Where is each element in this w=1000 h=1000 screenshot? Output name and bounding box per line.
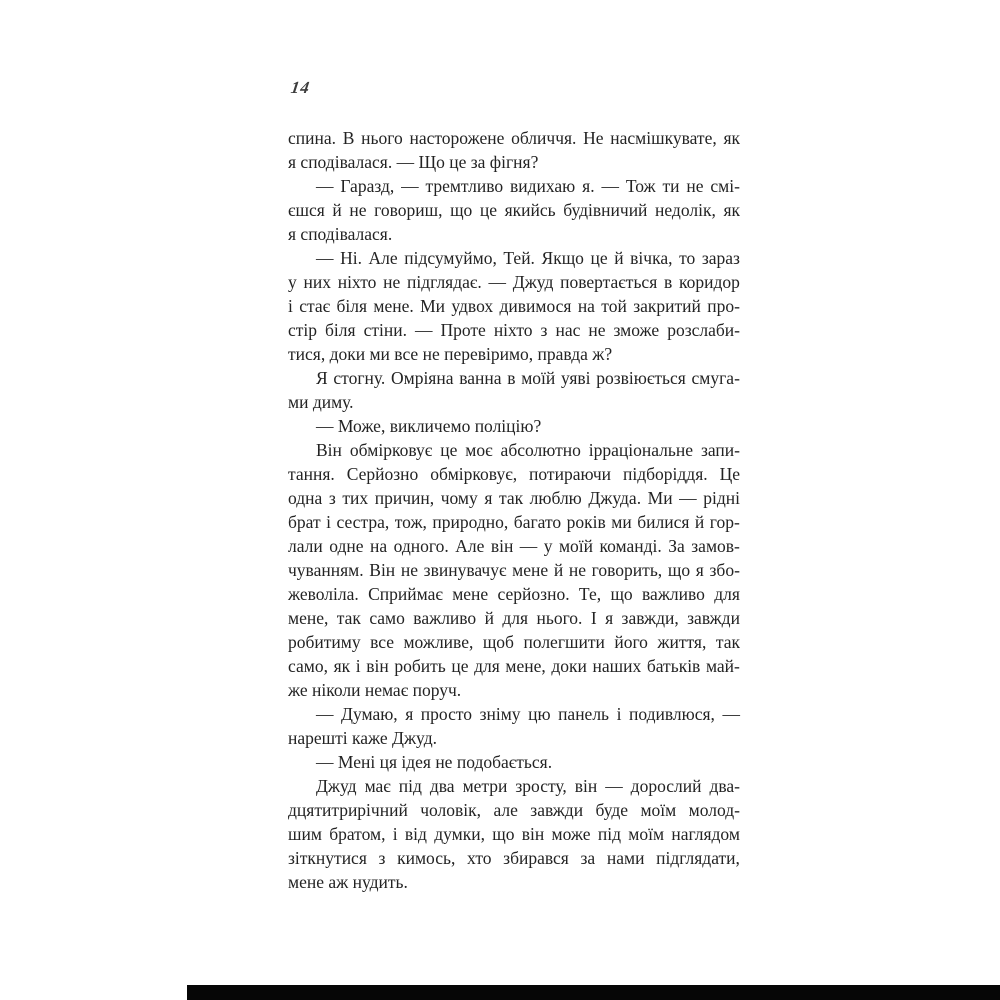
text-line: мене, так само важливо й для нього. І я завжди, завжди [288,608,740,628]
text-line: єшся й не говориш, що це якийсь будівничий недолік, як [288,200,740,220]
text-line: Я стогну. Омріяна ванна в моїй уяві розвіюється смуга- [316,368,740,388]
text-line: — Думаю, я просто зніму цю панель і подивлюся, — [316,704,740,724]
text-line: спина. В нього насторожене обличчя. Не насмішкувате, як [288,128,740,148]
text-line: і стає біля мене. Ми удвох дивимося на той закритий про- [288,296,740,316]
page-number: 14 [289,78,312,97]
text-line: — Ні. Але підсумуймо, Тей. Якщо це й вічка, то зараз [316,248,740,268]
text-line: брат і сестра, тож, природно, багато років ми билися й гор- [288,512,740,532]
text-line: дцятитрирічний чоловік, але завжди буде моїм молод- [288,800,740,820]
text-line: лали одне на одного. Але він — у моїй команді. За замов- [288,536,740,556]
text-line: — Може, викличемо поліцію? [316,416,542,436]
text-line: зіткнутися з кимось, хто збирався за нами підглядати, [288,848,740,868]
text-line: же ніколи немає поруч. [288,680,462,700]
text-line: одна з тих причин, чому я так люблю Джуда. Ми — рідні [288,488,740,508]
text-line: робитиму все можливе, щоб полегшити його життя, так [288,632,740,652]
text-line: само, як і він робить це для мене, доки наших батьків май- [288,656,740,676]
text-line: ми диму. [288,392,354,412]
body-text [288,126,740,894]
text-line: нарешті каже Джуд. [288,728,437,748]
text-line: тися, доки ми все не перевіримо, правда ж? [288,344,613,364]
text-line: стір біля стіни. — Проте ніхто з нас не зможе розслаби- [288,320,740,340]
bottom-black-bar [187,985,1000,1000]
text-line: шим братом, і від думки, що він може під моїм наглядом [288,824,740,844]
text-line: тання. Серйозно обмірковує, потираючи підборіддя. Це [288,464,740,484]
text-line: я сподівалася. — Що це за фігня? [288,152,539,172]
text-line: чуванням. Він не звинувачує мене й не говорить, що я збо- [288,560,740,580]
text-line: у них ніхто не підглядає. — Джуд повертається в коридор [288,272,740,292]
text-line: — Гаразд, — тремтливо видихаю я. — Тож ти не смі- [316,176,740,196]
text-line: жеволіла. Сприймає мене серйозно. Те, що важливо для [288,584,740,604]
text-line: Він обмірковує це моє абсолютно ірраціональне запи- [316,440,740,460]
text-line: я сподівалася. [288,224,393,244]
text-line: Джуд має під два метри зросту, він — дорослий два- [316,776,740,796]
text-line: мене аж нудить. [288,872,408,892]
text-line: — Мені ця ідея не подобається. [316,752,553,772]
